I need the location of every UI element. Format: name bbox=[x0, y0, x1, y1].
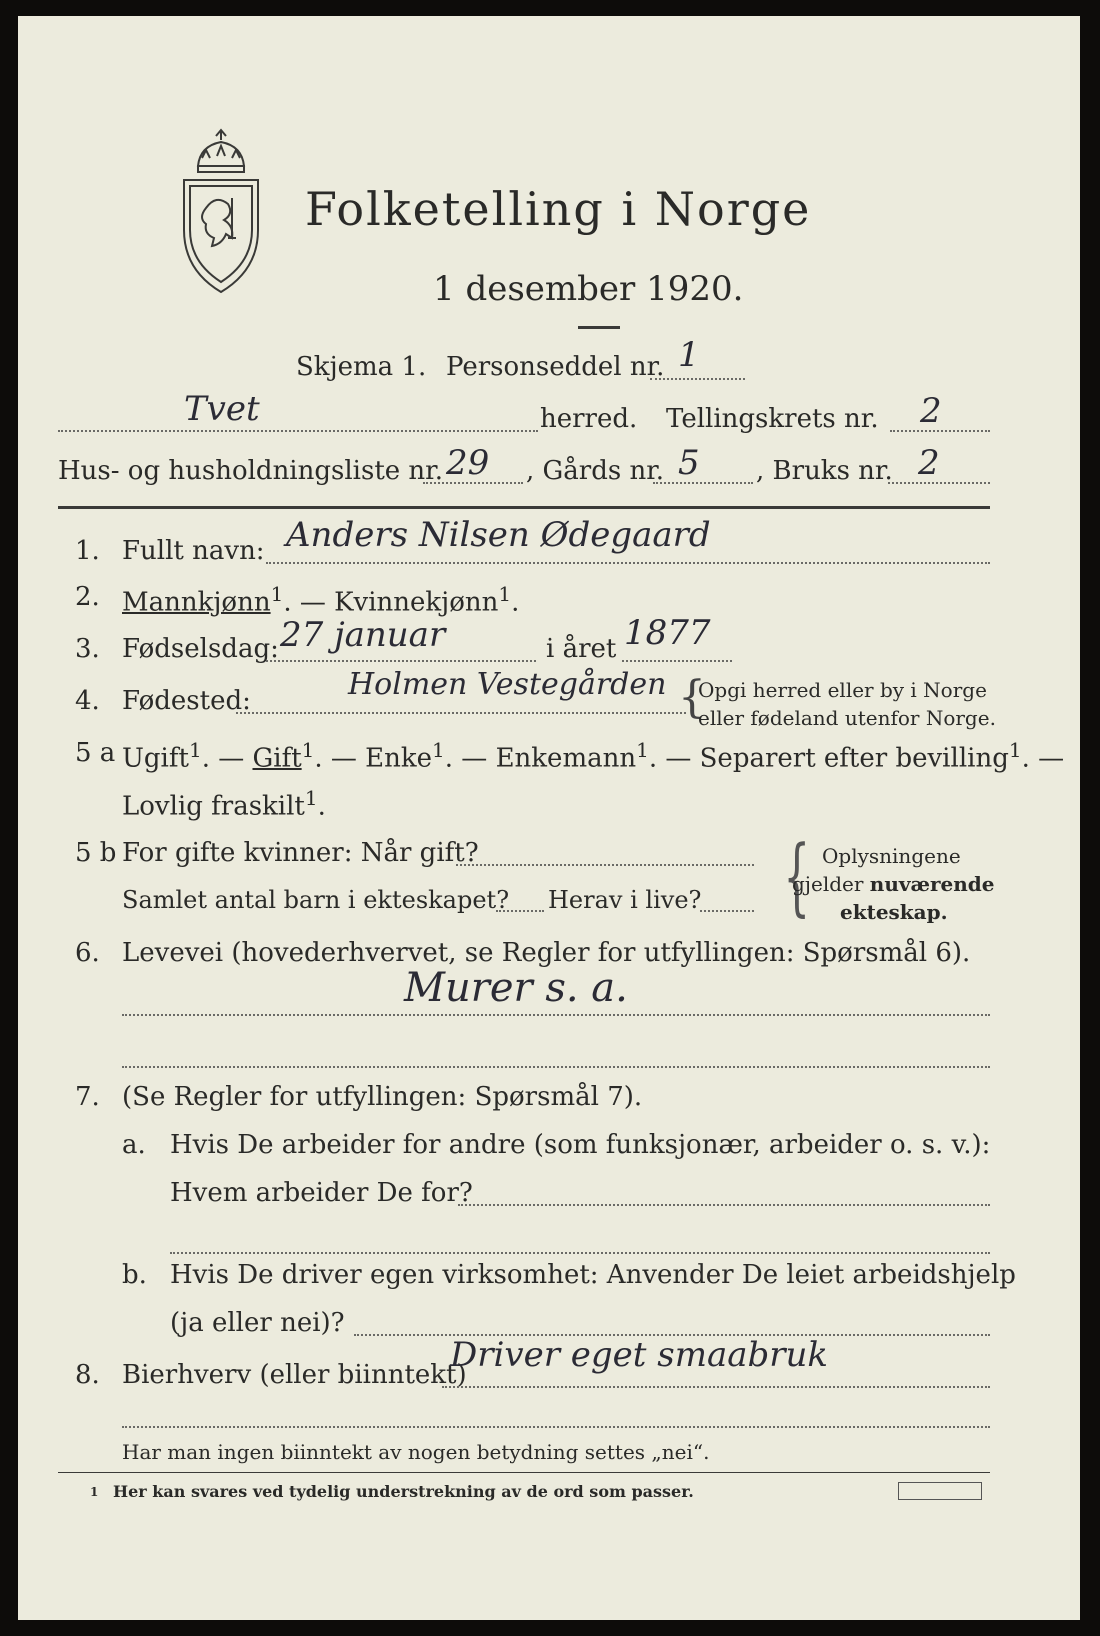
q5b-note-2: gjelder nuværende bbox=[792, 872, 995, 896]
q7b-question: (ja eller nei)? bbox=[170, 1308, 345, 1338]
coat-of-arms-icon bbox=[176, 128, 266, 298]
note-nei: Har man ingen biinntekt av nogen betydning settes „nei“. bbox=[122, 1440, 710, 1464]
birthplace-value: Holmen Vestegården bbox=[348, 667, 667, 702]
herred-field[interactable] bbox=[58, 430, 538, 432]
q3-number: 3. bbox=[75, 634, 100, 664]
children-field[interactable] bbox=[496, 910, 544, 912]
q8-label: Bierhverv (eller biinntekt) bbox=[122, 1360, 467, 1390]
q7a-letter: a. bbox=[122, 1130, 146, 1160]
footnote-divider bbox=[58, 1472, 990, 1473]
herred-label: herred. bbox=[540, 404, 638, 434]
occupation-value: Murer s. a. bbox=[404, 965, 628, 1011]
q7a-question: Hvem arbeider De for? bbox=[170, 1178, 473, 1208]
birthplace-field[interactable] bbox=[236, 712, 686, 714]
q5b-note-1: Oplysningene bbox=[822, 844, 961, 868]
q1-value: Anders Nilsen Ødegaard bbox=[286, 515, 711, 555]
q5b-number: 5 b bbox=[75, 838, 117, 868]
enke-option[interactable]: Enke bbox=[365, 743, 433, 774]
ugift-option[interactable]: Ugift bbox=[122, 743, 189, 774]
q7b-letter: b. bbox=[122, 1260, 147, 1290]
side-income-field-1[interactable] bbox=[442, 1386, 990, 1388]
q4-number: 4. bbox=[75, 686, 100, 716]
tellingskrets-label: Tellingskrets nr. bbox=[666, 404, 879, 434]
printer-stamp bbox=[898, 1482, 982, 1500]
q5b-line1: For gifte kvinner: Når gift? bbox=[122, 838, 479, 868]
hus-label: Hus- og husholdningsliste nr. bbox=[58, 456, 444, 486]
q7a-text: Hvis De arbeider for andre (som funksjonær, arbeider o. s. v.): bbox=[170, 1130, 991, 1160]
gards-value: 5 bbox=[678, 443, 700, 483]
q4-label: Fødested: bbox=[122, 686, 251, 716]
male-option[interactable]: Mannkjønn bbox=[122, 587, 271, 618]
gards-field[interactable] bbox=[653, 482, 753, 484]
q1-number: 1. bbox=[75, 536, 100, 566]
q2-options: Mannkjønn$^1$. — Kvinnekjønn$^1$. bbox=[122, 582, 520, 618]
employer-field-1[interactable] bbox=[458, 1204, 990, 1206]
alive-field[interactable] bbox=[700, 910, 754, 912]
bruks-label: , Bruks nr. bbox=[756, 456, 893, 486]
separert-option[interactable]: Separert efter bevilling bbox=[699, 743, 1009, 774]
year-value-text: 1877 bbox=[624, 613, 711, 653]
q4-note-brace: { bbox=[678, 672, 706, 723]
enkemann-option[interactable]: Enkemann bbox=[495, 743, 637, 774]
q5b-line2a: Samlet antal barn i ekteskapet? bbox=[122, 886, 510, 914]
q7-label: (Se Regler for utfyllingen: Spørsmål 7). bbox=[122, 1082, 643, 1112]
female-option[interactable]: Kvinnekjønn bbox=[334, 587, 499, 618]
q7-number: 7. bbox=[75, 1082, 100, 1112]
form-title: Folketelling i Norge bbox=[305, 182, 812, 236]
tellingskrets-value: 2 bbox=[920, 391, 942, 431]
q5b-note-3: ekteskap. bbox=[840, 900, 948, 924]
q7b-text: Hvis De driver egen virksomhet: Anvender De leiet arbeidshjelp bbox=[170, 1260, 1016, 1290]
side-income-field-2[interactable] bbox=[122, 1426, 990, 1428]
employer-field-2[interactable] bbox=[170, 1252, 990, 1254]
birthday-value: 27 januar bbox=[280, 615, 446, 655]
gift-option[interactable]: Gift bbox=[252, 743, 302, 774]
skjema-label: Skjema 1. bbox=[296, 352, 427, 382]
q1-label: Fullt navn: bbox=[122, 536, 265, 566]
q5a-options-2: Lovlig fraskilt$^1$. bbox=[122, 786, 326, 822]
q6-number: 6. bbox=[75, 938, 100, 968]
q5b-brace: { bbox=[783, 827, 811, 925]
personseddel-value: 1 bbox=[678, 335, 700, 375]
married-when-field[interactable] bbox=[456, 864, 754, 866]
q4-note-1: Opgi herred eller by i Norge bbox=[698, 678, 987, 702]
year-label: i året bbox=[546, 634, 617, 664]
occupation-field-2[interactable] bbox=[122, 1066, 990, 1068]
q3-label: Fødselsdag: bbox=[122, 634, 279, 664]
footnote-text: Her kan svares ved tydelig understrekning av de ord som passer. bbox=[113, 1482, 694, 1501]
q4-note-2: eller fødeland utenfor Norge. bbox=[698, 706, 996, 730]
title-divider bbox=[578, 326, 620, 329]
q5a-options: Ugift$^1$. — Gift$^1$. — Enke$^1$. — Enkemann$^1$. — Separert efter bevilling$^1$. — bbox=[122, 738, 1065, 774]
occupation-field-1[interactable] bbox=[122, 1014, 990, 1016]
q5a-number: 5 a bbox=[75, 738, 116, 768]
census-form bbox=[18, 16, 1080, 1620]
gards-label: , Gårds nr. bbox=[526, 456, 665, 486]
fraskilt-option[interactable]: Lovlig fraskilt bbox=[122, 791, 305, 822]
q1-field[interactable] bbox=[266, 562, 990, 564]
personseddel-field[interactable] bbox=[650, 378, 745, 380]
personseddel-label: Personseddel nr. bbox=[446, 352, 665, 382]
year-field[interactable] bbox=[622, 660, 732, 662]
footnote-number: 1 bbox=[90, 1485, 99, 1499]
form-date: 1 desember 1920. bbox=[433, 269, 744, 309]
header-divider bbox=[58, 506, 990, 509]
bruks-value: 2 bbox=[918, 443, 940, 483]
q8-number: 8. bbox=[75, 1360, 100, 1390]
hus-value: 29 bbox=[446, 443, 490, 483]
q5b-line2b: Herav i live? bbox=[548, 886, 702, 914]
side-income-value: Driver eget smaabruk bbox=[450, 1335, 829, 1375]
q6-label: Levevei (hovederhvervet, se Regler for utfyllingen: Spørsmål 6). bbox=[122, 938, 971, 968]
herred-value: Tvet bbox=[184, 389, 260, 429]
q2-number: 2. bbox=[75, 582, 100, 612]
birthday-field[interactable] bbox=[266, 660, 536, 662]
